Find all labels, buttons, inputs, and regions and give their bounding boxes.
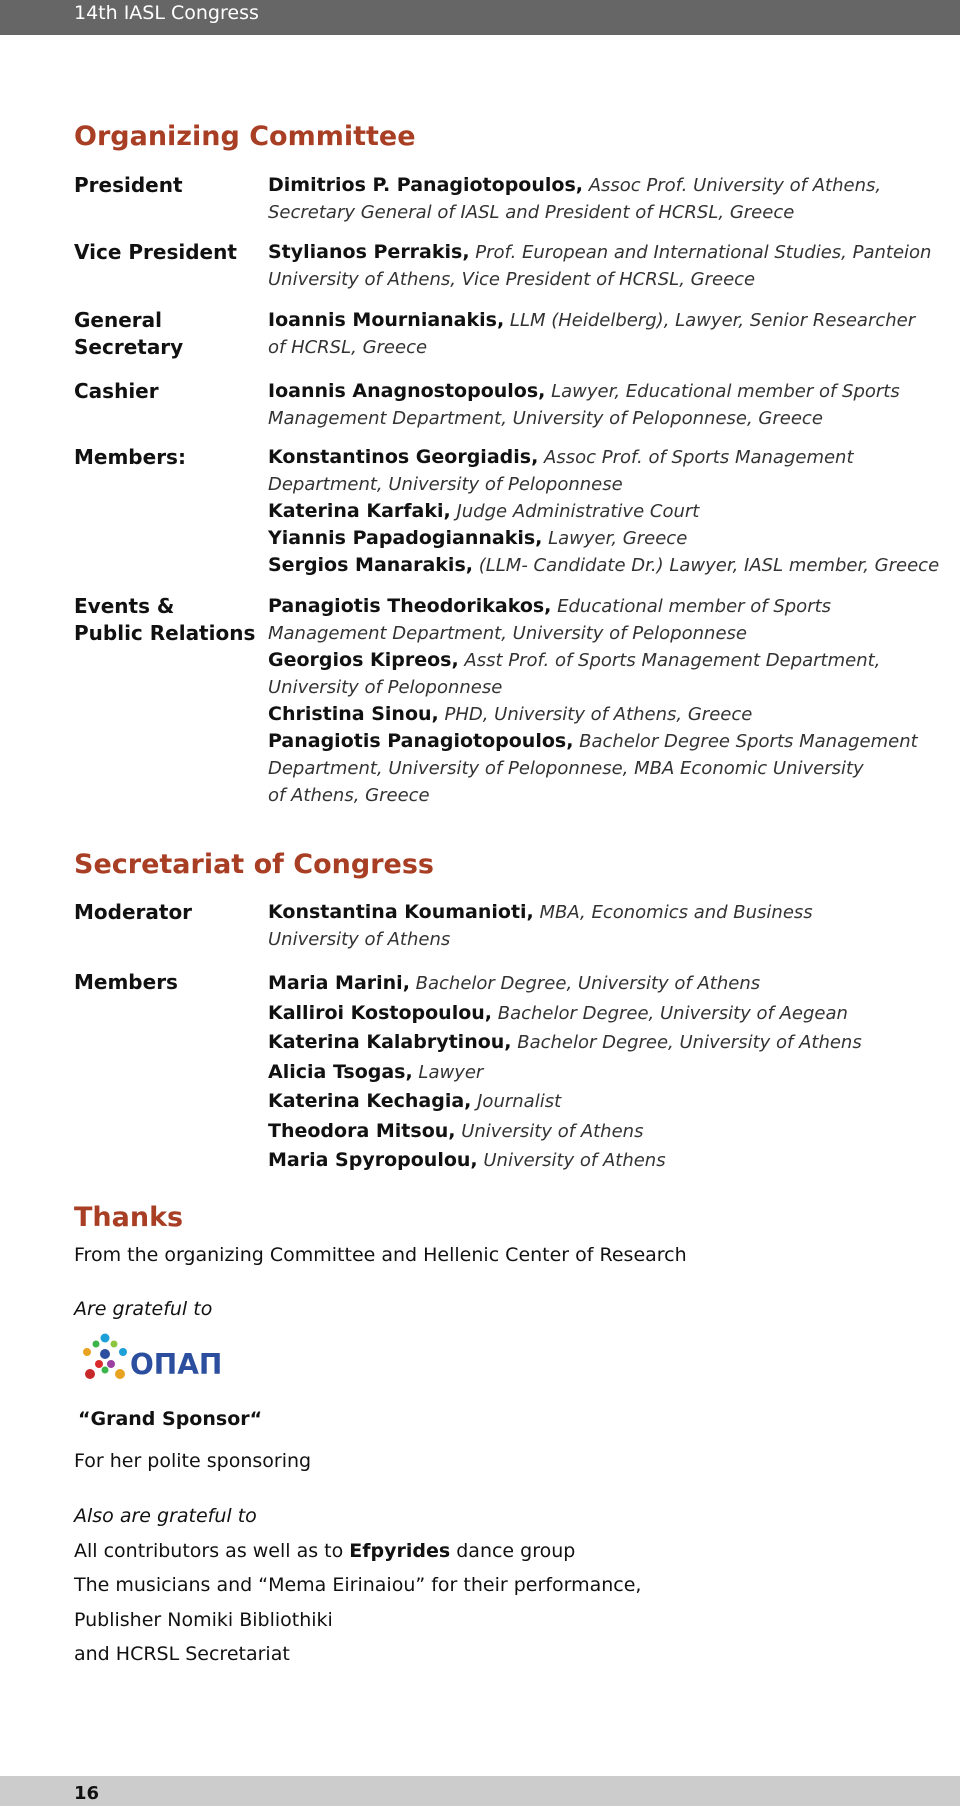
footer-bar: [0, 1776, 960, 1806]
person-desc: Assoc Prof. of Sports Management: [538, 447, 854, 468]
person-entry: [268, 239, 932, 293]
opap-logo-icon: [74, 1330, 244, 1400]
person-entry: [268, 999, 888, 1029]
person-name: Alicia Tsogas,: [268, 1060, 413, 1083]
person-name: Maria Marini,: [268, 972, 410, 994]
thanks-heading: Thanks: [74, 1202, 184, 1233]
role-detail: [268, 969, 888, 1176]
person-desc: Bachelor Degree, University of Athens: [409, 973, 761, 994]
person-desc: Bachelor Degree, University of Athens: [511, 1032, 862, 1053]
role-detail: [268, 444, 940, 579]
person-entry: [268, 525, 888, 552]
person-desc-cont: University of Athens: [268, 929, 451, 950]
header-bar: [0, 0, 960, 35]
person-entry: [268, 552, 940, 579]
person-desc: Bachelor Degree, University of Aegean: [492, 1002, 848, 1024]
role-label: President: [74, 173, 183, 197]
person-entry: [268, 1087, 888, 1117]
role-detail: [268, 378, 900, 432]
person-entry: [268, 1058, 888, 1088]
person-name: Sergios Manarakis,: [268, 554, 473, 576]
person-desc-cont: Secretary General of IASL and President of HCRSL, Greece: [268, 202, 795, 223]
person-name: Katerina Kalabrytinou,: [268, 1031, 512, 1053]
person-desc-cont: Management Department, University of Peloponnese: [268, 623, 747, 644]
person-desc-cont: Department, University of Peloponnese: [268, 474, 623, 495]
person-name: Theodora Mitsou,: [268, 1119, 456, 1142]
person-desc: Lawyer: [412, 1061, 484, 1083]
person-name: Ioannis Mournianakis,: [268, 309, 505, 331]
person-desc: (LLM- Candidate Dr.) Lawyer, IASL member, Greece: [472, 555, 940, 576]
person-desc: University of Athens: [477, 1150, 666, 1171]
role-detail: [268, 899, 888, 953]
contributors-line: [74, 1538, 575, 1565]
role-label: Cashier: [74, 379, 159, 403]
person-entry: [268, 444, 888, 498]
role-label: General Secretary: [74, 308, 184, 359]
person-desc-cont: Department, University of Peloponnese, MBA Economic University: [268, 758, 864, 779]
grateful-line: Are grateful to: [74, 1298, 213, 1320]
person-desc: PHD, University of Athens, Greece: [438, 704, 753, 725]
person-desc-cont: of HCRSL, Greece: [268, 337, 428, 358]
polite-sponsoring-line: For her polite sponsoring: [74, 1450, 312, 1472]
person-name: Maria Spyropoulou,: [268, 1149, 478, 1171]
person-name: Katerina Karfaki,: [268, 500, 451, 522]
person-desc-cont: University of Athens, Vice President of HCRSL, Greece: [268, 269, 756, 290]
grand-sponsor-label: “Grand Sponsor“: [78, 1408, 263, 1430]
person-name: Georgios Kipreos,: [268, 649, 459, 671]
person-desc: LLM (Heidelberg), Lawyer, Senior Researcher: [504, 310, 916, 331]
person-name: Konstantinos Georgiadis,: [268, 446, 539, 468]
person-entry: [268, 701, 888, 728]
person-desc: Judge Administrative Court: [450, 501, 700, 522]
person-desc-cont: of Athens, Greece: [268, 785, 430, 806]
person-entry: [268, 969, 888, 999]
contributors-pre: All contributors as well as to: [74, 1540, 350, 1562]
role-label: Vice President: [74, 240, 237, 264]
person-name: Konstantina Koumanioti,: [268, 901, 534, 923]
role-detail: [268, 593, 918, 809]
person-name: Panagiotis Theodorikakos,: [268, 595, 552, 617]
role-detail: [268, 239, 932, 293]
secretariat-heading: Secretariat of Congress: [74, 849, 434, 880]
person-name: Yiannis Papadogiannakis,: [268, 527, 543, 549]
contributors-group-name: Efpyrides: [349, 1540, 451, 1562]
person-desc: Lawyer, Greece: [542, 528, 688, 549]
person-desc-cont: Management Department, University of Peloponnese, Greece: [268, 408, 823, 429]
person-entry: [268, 593, 888, 647]
person-desc: Educational member of Sports: [551, 596, 832, 617]
person-entry: [268, 172, 888, 226]
person-entry: [268, 1117, 888, 1147]
person-name: Ioannis Anagnostopoulos,: [268, 380, 546, 402]
role-label: [74, 593, 264, 647]
person-name: Stylianos Perrakis,: [268, 241, 470, 263]
person-desc: Bachelor Degree Sports Management: [573, 731, 918, 752]
also-grateful-line: Also are grateful to: [74, 1505, 257, 1527]
person-desc: Prof. European and International Studies, Panteion: [469, 242, 932, 263]
person-entry: [268, 1028, 888, 1058]
person-desc: Asst Prof. of Sports Management Department,: [458, 650, 881, 671]
figure-mark: [83, 1334, 127, 1380]
person-desc: Lawyer, Educational member of Sports: [545, 381, 900, 402]
person-entry: [268, 498, 888, 525]
hcrsl-secretariat-line: and HCRSL Secretariat: [74, 1643, 290, 1665]
publisher-line: Publisher Nomiki Bibliothiki: [74, 1609, 333, 1631]
person-entry: [268, 307, 916, 361]
role-label: Members:: [74, 445, 186, 469]
person-name: Dimitrios P. Panagiotopoulos,: [268, 174, 583, 196]
person-entry: [268, 378, 900, 432]
role-label: Members: [74, 970, 178, 994]
person-desc: Assoc Prof. University of Athens,: [582, 175, 882, 196]
role-detail: [268, 172, 888, 226]
person-entry: [268, 647, 888, 701]
person-name: Panagiotis Panagiotopoulos,: [268, 730, 574, 752]
logo-wordmark: ΟΠΑΠ: [130, 1348, 223, 1381]
header-title: 14th IASL Congress: [74, 2, 259, 24]
contributors-post: dance group: [450, 1540, 576, 1562]
person-name: Christina Sinou,: [268, 703, 439, 725]
person-entry: [268, 728, 918, 809]
page-number: 16: [74, 1783, 100, 1804]
role-label-line1: Events &: [74, 594, 175, 618]
person-name: Katerina Kechagia,: [268, 1090, 472, 1112]
role-label-line2: Public Relations: [74, 621, 256, 645]
person-name: Kalliroi Kostopoulou,: [268, 1001, 493, 1024]
person-desc: MBA, Economics and Business: [533, 902, 813, 923]
person-desc-cont: University of Peloponnese: [268, 677, 503, 698]
person-entry: [268, 1146, 888, 1176]
organizing-committee-heading: Organizing Committee: [74, 121, 416, 152]
thanks-from-line: From the organizing Committee and Hellenic Center of Research: [74, 1244, 687, 1266]
person-desc: Journalist: [471, 1091, 562, 1112]
opap-sponsor-logo: [74, 1330, 244, 1400]
role-detail: [268, 307, 916, 361]
person-entry: [268, 899, 888, 953]
musicians-line: The musicians and “Mema Eirinaiou” for their performance,: [74, 1574, 642, 1596]
role-label: Moderator: [74, 900, 193, 924]
person-desc: University of Athens: [455, 1120, 644, 1142]
